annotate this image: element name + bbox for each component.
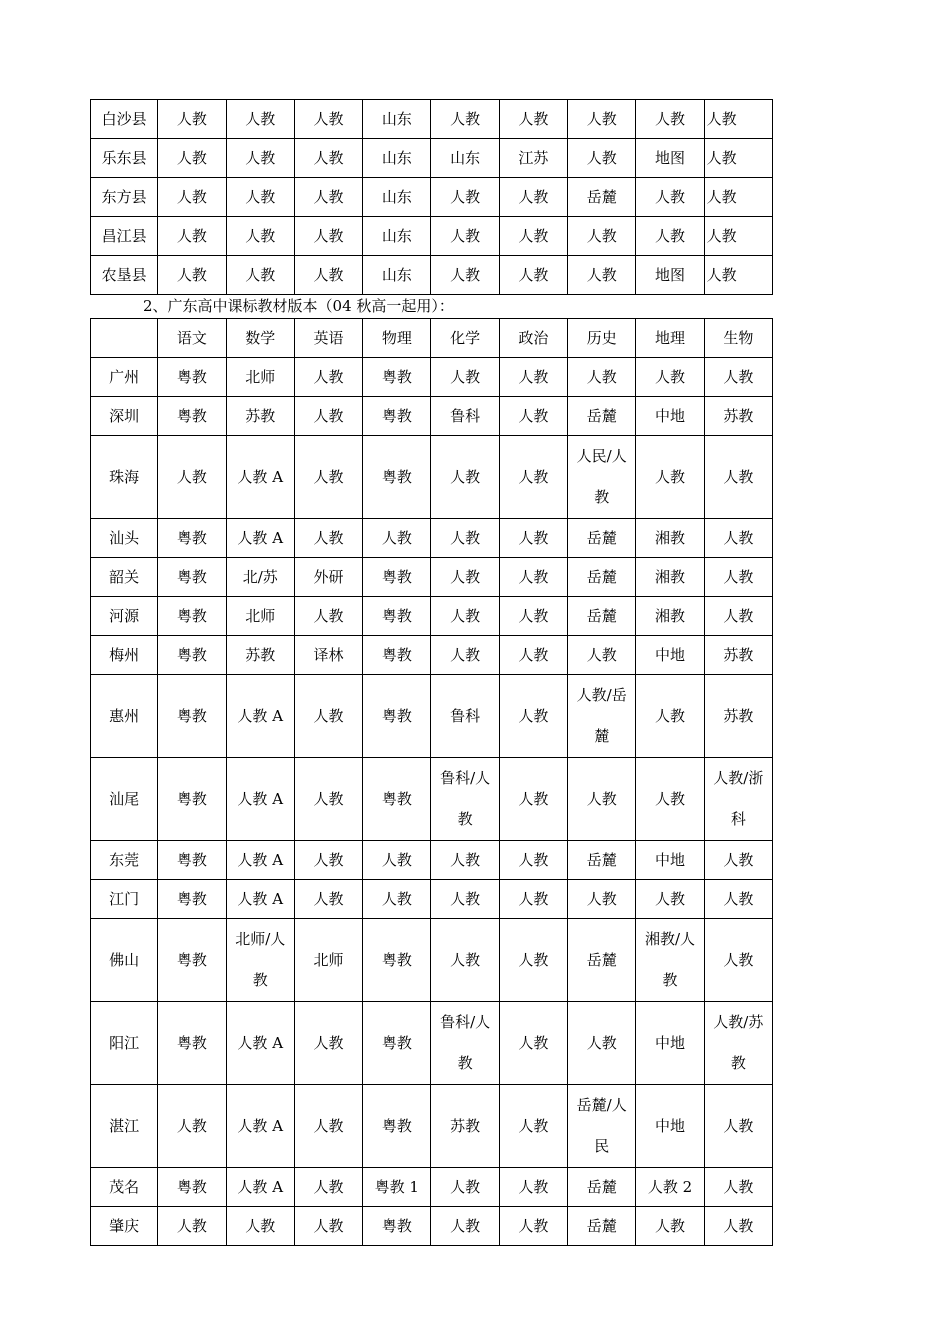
table-cell: 苏教 xyxy=(226,636,294,675)
table-cell: 苏教 xyxy=(704,636,772,675)
region-cell: 广州 xyxy=(91,358,158,397)
table-row xyxy=(91,139,773,178)
region-cell: 肇庆 xyxy=(91,1207,158,1246)
table-cell: 人教 xyxy=(158,1085,226,1168)
table-cell: 人教 xyxy=(158,256,226,295)
table-row xyxy=(91,880,773,919)
table-cell: 人教 xyxy=(226,100,294,139)
table-cell: 粤教 xyxy=(158,841,226,880)
table-cell: 人教 xyxy=(294,1002,362,1085)
table-cell: 湘教/人教 xyxy=(636,919,704,1002)
table-cell: 人教 A xyxy=(226,1085,294,1168)
table-cell: 山东 xyxy=(363,139,431,178)
table-cell: 人教 A xyxy=(226,1002,294,1085)
table-cell: 人教 xyxy=(431,636,499,675)
table-cell: 苏教 xyxy=(704,675,772,758)
table-cell: 人教 xyxy=(431,880,499,919)
table-cell: 人教 xyxy=(431,217,499,256)
table-cell: 译林 xyxy=(294,636,362,675)
table-cell: 粤教 xyxy=(363,1207,431,1246)
table-cell: 人教 xyxy=(294,100,362,139)
table-cell: 粤教 xyxy=(363,675,431,758)
region-cell: 茂名 xyxy=(91,1168,158,1207)
table-cell: 人教 xyxy=(704,1168,772,1207)
region-cell: 珠海 xyxy=(91,436,158,519)
column-header: 历史 xyxy=(568,319,636,358)
table-cell: 人教 xyxy=(568,880,636,919)
table-row xyxy=(91,217,773,256)
table-cell: 人教 xyxy=(431,597,499,636)
table-cell: 人教 xyxy=(499,178,567,217)
table-cell: 人教 xyxy=(636,1207,704,1246)
region-cell: 乐东县 xyxy=(91,139,158,178)
region-cell: 梅州 xyxy=(91,636,158,675)
table-cell: 人教 xyxy=(499,758,567,841)
table-cell: 人教 xyxy=(704,519,772,558)
table-cell: 北师 xyxy=(294,919,362,1002)
table-cell: 人教 xyxy=(499,880,567,919)
table-cell: 人教 xyxy=(499,256,567,295)
table-cell: 人教 xyxy=(704,558,772,597)
table-cell: 粤教 xyxy=(158,358,226,397)
column-header: 英语 xyxy=(294,319,362,358)
table-cell: 人教 xyxy=(499,519,567,558)
table-cell: 人教 xyxy=(158,1207,226,1246)
table-row xyxy=(91,358,773,397)
guangdong-textbook-table xyxy=(90,318,773,1246)
table-cell: 粤教 xyxy=(158,1002,226,1085)
table-cell: 岳麓 xyxy=(568,597,636,636)
table-cell: 人教 2 xyxy=(636,1168,704,1207)
region-cell: 农垦县 xyxy=(91,256,158,295)
table-cell: 人教 xyxy=(636,178,704,217)
table-cell: 人教 xyxy=(431,558,499,597)
table-cell: 人教 xyxy=(294,758,362,841)
column-header: 物理 xyxy=(363,319,431,358)
table-cell: 岳麓/人民 xyxy=(568,1085,636,1168)
table-cell: 人教 xyxy=(158,217,226,256)
table-cell: 人教 xyxy=(704,178,772,217)
table-cell: 岳麓 xyxy=(568,1207,636,1246)
table-cell: 人教 xyxy=(704,597,772,636)
table-cell: 人教 xyxy=(363,519,431,558)
table-cell: 岳麓 xyxy=(568,397,636,436)
table-cell: 岳麓 xyxy=(568,919,636,1002)
table-cell: 粤教 xyxy=(158,558,226,597)
table-cell: 人教 A xyxy=(226,758,294,841)
table-cell: 江苏 xyxy=(499,139,567,178)
table-cell: 人教/浙科 xyxy=(704,758,772,841)
table-cell: 人教 xyxy=(294,841,362,880)
region-cell: 佛山 xyxy=(91,919,158,1002)
table-cell: 苏教 xyxy=(431,1085,499,1168)
table-cell: 山东 xyxy=(363,256,431,295)
table-cell: 人教 xyxy=(568,758,636,841)
region-cell: 东方县 xyxy=(91,178,158,217)
table-cell: 粤教 xyxy=(363,358,431,397)
table-cell: 鲁科 xyxy=(431,675,499,758)
column-header: 化学 xyxy=(431,319,499,358)
table-cell: 岳麓 xyxy=(568,1168,636,1207)
table-row xyxy=(91,178,773,217)
table-cell: 人教 xyxy=(363,880,431,919)
table-cell: 人教 xyxy=(431,358,499,397)
table-cell: 人教 xyxy=(499,100,567,139)
table-row xyxy=(91,1207,773,1246)
table-cell: 粤教 xyxy=(158,880,226,919)
table-cell: 人教 xyxy=(431,519,499,558)
table-cell: 中地 xyxy=(636,1002,704,1085)
table-cell: 人教 xyxy=(431,178,499,217)
table-row xyxy=(91,919,773,1002)
table-cell: 中地 xyxy=(636,636,704,675)
region-cell: 惠州 xyxy=(91,675,158,758)
table-cell: 山东 xyxy=(363,178,431,217)
table-cell: 人教 xyxy=(431,841,499,880)
table-cell: 粤教 xyxy=(363,758,431,841)
table-cell: 人教 xyxy=(294,1207,362,1246)
table-cell: 人教 xyxy=(499,675,567,758)
table-cell: 人教 xyxy=(499,1002,567,1085)
table-cell: 人教 xyxy=(704,1085,772,1168)
table-cell: 人教 xyxy=(568,256,636,295)
table-row xyxy=(91,256,773,295)
table-cell: 中地 xyxy=(636,397,704,436)
table-cell: 人教 xyxy=(499,1207,567,1246)
table-row xyxy=(91,597,773,636)
table-cell: 人教 xyxy=(704,139,772,178)
table-cell: 人教 xyxy=(226,178,294,217)
table-row xyxy=(91,675,773,758)
hainan-textbook-table xyxy=(90,99,773,295)
table-cell: 岳麓 xyxy=(568,558,636,597)
table-cell: 湘教 xyxy=(636,519,704,558)
table-cell: 粤教 xyxy=(158,675,226,758)
table-cell: 粤教 xyxy=(158,597,226,636)
table-cell: 人教 xyxy=(499,841,567,880)
table-cell: 地图 xyxy=(636,139,704,178)
table-cell: 人教/岳麓 xyxy=(568,675,636,758)
table-cell: 人教 xyxy=(636,358,704,397)
table-cell: 人教 xyxy=(568,217,636,256)
table-cell: 人教 xyxy=(294,519,362,558)
table-cell: 人教 xyxy=(294,1085,362,1168)
table-cell: 苏教 xyxy=(226,397,294,436)
table-cell: 中地 xyxy=(636,1085,704,1168)
table-cell: 人教 xyxy=(636,758,704,841)
table-cell: 人教 xyxy=(294,675,362,758)
table-cell: 人教 xyxy=(499,558,567,597)
region-cell: 阳江 xyxy=(91,1002,158,1085)
column-header xyxy=(91,319,158,358)
table-cell: 中地 xyxy=(636,841,704,880)
table-cell: 湘教 xyxy=(636,597,704,636)
table-cell: 北师 xyxy=(226,358,294,397)
table-cell: 人教 A xyxy=(226,519,294,558)
table-cell: 人教 xyxy=(294,139,362,178)
table-cell: 岳麓 xyxy=(568,519,636,558)
table-cell: 人教 xyxy=(294,436,362,519)
table-cell: 粤教 xyxy=(363,558,431,597)
table-cell: 苏教 xyxy=(704,397,772,436)
table-cell: 粤教 xyxy=(158,1168,226,1207)
table-cell: 人教 xyxy=(499,217,567,256)
table-cell: 粤教 xyxy=(363,1002,431,1085)
table-cell: 山东 xyxy=(431,139,499,178)
table-cell: 人教 xyxy=(431,1168,499,1207)
table-cell: 粤教 xyxy=(363,1085,431,1168)
table-cell: 粤教 xyxy=(363,636,431,675)
table-cell: 人教 xyxy=(499,358,567,397)
table-cell: 岳麓 xyxy=(568,178,636,217)
table-cell: 粤教 xyxy=(158,636,226,675)
table-cell: 人教 xyxy=(294,397,362,436)
table-cell: 外研 xyxy=(294,558,362,597)
table-cell: 人教 A xyxy=(226,675,294,758)
section-caption: 2、广东高中课标教材版本（04 秋高一起用）： xyxy=(143,297,454,315)
column-header: 数学 xyxy=(226,319,294,358)
region-cell: 河源 xyxy=(91,597,158,636)
region-cell: 白沙县 xyxy=(91,100,158,139)
table-cell: 人教 xyxy=(294,1168,362,1207)
table-cell: 北/苏 xyxy=(226,558,294,597)
table-row xyxy=(91,1002,773,1085)
table-cell: 人教 xyxy=(431,256,499,295)
table-cell: 人教 A xyxy=(226,841,294,880)
table-cell: 人教 xyxy=(158,139,226,178)
table-cell: 人教 xyxy=(158,100,226,139)
table-cell: 鲁科 xyxy=(431,397,499,436)
table-cell: 人教 xyxy=(704,880,772,919)
region-cell: 深圳 xyxy=(91,397,158,436)
table-cell: 粤教 xyxy=(363,397,431,436)
table-cell: 人教 xyxy=(499,636,567,675)
region-cell: 昌江县 xyxy=(91,217,158,256)
table-cell: 人教 xyxy=(636,217,704,256)
table-cell: 北师 xyxy=(226,597,294,636)
table-cell: 人教 xyxy=(636,880,704,919)
table-cell: 人教 xyxy=(568,358,636,397)
table-cell: 人教 A xyxy=(226,1168,294,1207)
table-cell: 人教 xyxy=(294,880,362,919)
region-cell: 江门 xyxy=(91,880,158,919)
table-row xyxy=(91,397,773,436)
table-cell: 人教 xyxy=(704,358,772,397)
table-cell: 人教 xyxy=(704,100,772,139)
table-cell: 人教 xyxy=(226,256,294,295)
table-row xyxy=(91,100,773,139)
column-header: 语文 xyxy=(158,319,226,358)
table-cell: 人教 xyxy=(294,358,362,397)
table-cell: 人教 xyxy=(431,100,499,139)
table-cell: 人教 xyxy=(568,636,636,675)
table-cell: 人教 xyxy=(704,256,772,295)
table-cell: 鲁科/人教 xyxy=(431,1002,499,1085)
region-cell: 汕头 xyxy=(91,519,158,558)
table-cell: 山东 xyxy=(363,217,431,256)
table-row xyxy=(91,558,773,597)
table-cell: 人教 xyxy=(294,256,362,295)
table-cell: 人教 xyxy=(499,597,567,636)
table-cell: 岳麓 xyxy=(568,841,636,880)
table-cell: 人教 A xyxy=(226,880,294,919)
table-cell: 地图 xyxy=(636,256,704,295)
table-cell: 人教 xyxy=(158,178,226,217)
table-row xyxy=(91,841,773,880)
column-header: 生物 xyxy=(704,319,772,358)
table-cell: 人教 xyxy=(363,841,431,880)
table-cell: 人教 xyxy=(431,1207,499,1246)
header-row xyxy=(91,319,773,358)
table-cell: 人教 xyxy=(568,1002,636,1085)
table-cell: 山东 xyxy=(363,100,431,139)
table-cell: 人教 xyxy=(294,217,362,256)
table-cell: 人教 xyxy=(499,919,567,1002)
table-cell: 粤教 xyxy=(158,519,226,558)
table-cell: 粤教 1 xyxy=(363,1168,431,1207)
table-cell: 人教 A xyxy=(226,436,294,519)
table-cell: 人教 xyxy=(294,597,362,636)
table-cell: 人教 xyxy=(431,436,499,519)
table-cell: 人教 xyxy=(568,100,636,139)
table-cell: 粤教 xyxy=(363,597,431,636)
table-cell: 人教 xyxy=(226,139,294,178)
region-cell: 韶关 xyxy=(91,558,158,597)
region-cell: 东莞 xyxy=(91,841,158,880)
table-cell: 粤教 xyxy=(363,919,431,1002)
table-cell: 人教 xyxy=(431,919,499,1002)
column-header: 地理 xyxy=(636,319,704,358)
table-cell: 人教 xyxy=(499,397,567,436)
table-cell: 北师/人教 xyxy=(226,919,294,1002)
table-cell: 人教 xyxy=(636,675,704,758)
column-header: 政治 xyxy=(499,319,567,358)
table-cell: 人教/苏教 xyxy=(704,1002,772,1085)
table-cell: 人教 xyxy=(568,139,636,178)
table-row xyxy=(91,636,773,675)
table-cell: 粤教 xyxy=(158,919,226,1002)
region-cell: 汕尾 xyxy=(91,758,158,841)
table-cell: 人民/人教 xyxy=(568,436,636,519)
table-row xyxy=(91,1168,773,1207)
table-cell: 人教 xyxy=(704,919,772,1002)
table-cell: 人教 xyxy=(499,1085,567,1168)
table-row xyxy=(91,1085,773,1168)
table-cell: 人教 xyxy=(704,436,772,519)
table-cell: 人教 xyxy=(704,841,772,880)
region-cell: 湛江 xyxy=(91,1085,158,1168)
table-cell: 人教 xyxy=(636,100,704,139)
table-cell: 人教 xyxy=(226,217,294,256)
table-cell: 粤教 xyxy=(158,758,226,841)
table-cell: 人教 xyxy=(499,1168,567,1207)
table-cell: 鲁科/人教 xyxy=(431,758,499,841)
table-cell: 人教 xyxy=(294,178,362,217)
table-cell: 人教 xyxy=(499,436,567,519)
table-cell: 人教 xyxy=(704,217,772,256)
table-cell: 人教 xyxy=(158,436,226,519)
table-cell: 湘教 xyxy=(636,558,704,597)
table-row xyxy=(91,758,773,841)
table-cell: 人教 xyxy=(226,1207,294,1246)
table-cell: 人教 xyxy=(704,1207,772,1246)
table-cell: 粤教 xyxy=(363,436,431,519)
table-cell: 粤教 xyxy=(158,397,226,436)
table-row xyxy=(91,436,773,519)
table-cell: 人教 xyxy=(636,436,704,519)
table-row xyxy=(91,519,773,558)
